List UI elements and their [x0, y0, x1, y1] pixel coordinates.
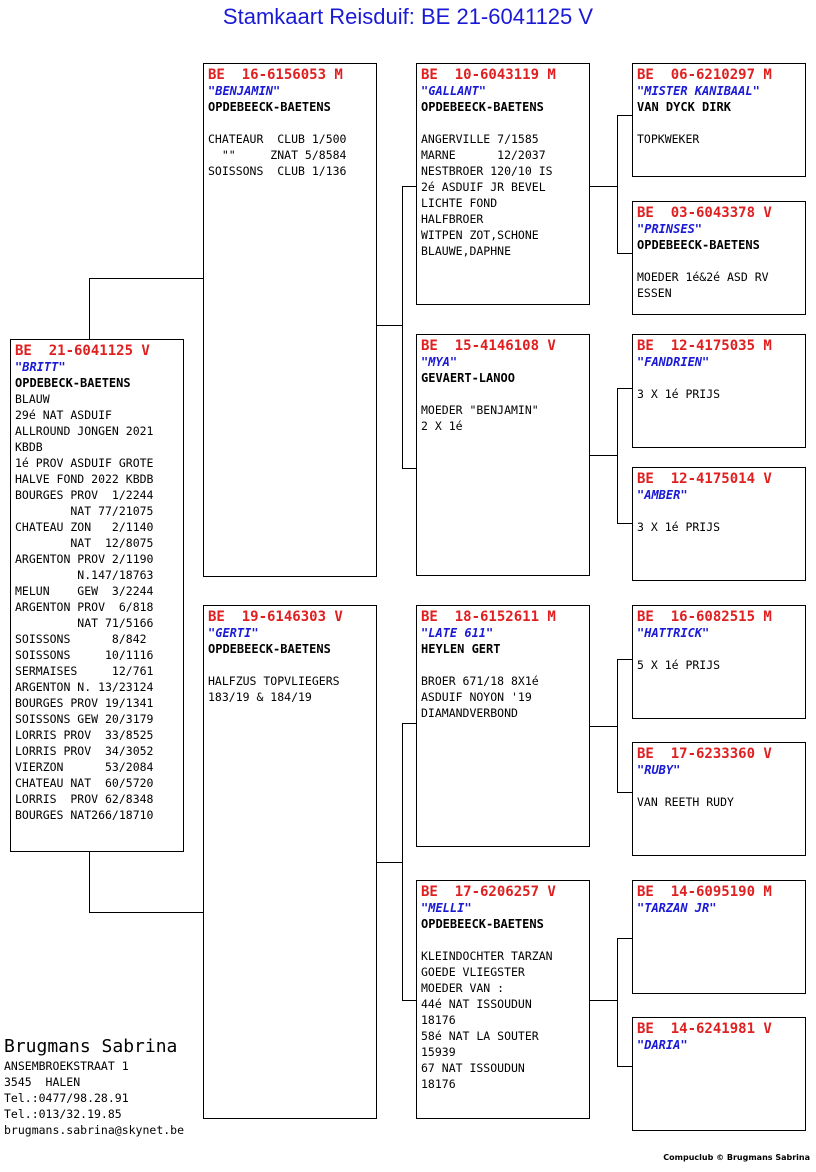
breeder-name: HEYLEN GERT	[421, 642, 501, 656]
info-line: 3 X 1é PRIJS	[637, 387, 721, 401]
connector-line	[617, 388, 632, 389]
info-line: 18176	[421, 1077, 456, 1091]
pigeon-name: "TARZAN JR"	[637, 901, 717, 915]
pigeon-card-subject	[10, 339, 184, 852]
connector-line	[89, 912, 204, 913]
breeder-name: OPDEBEECK-BAETENS	[421, 100, 544, 114]
info-line: BLAUWE,DAPHNE	[421, 244, 512, 258]
connector-line	[590, 186, 617, 187]
owner-contact	[4, 1036, 184, 1138]
pigeon-name: "BRITT"	[15, 360, 66, 374]
ring-number: BE 12-4175014 V	[637, 471, 772, 487]
info-line: SOISSONS 8/842	[15, 632, 147, 646]
info-line: CHATEAU ZON 2/1140	[15, 520, 154, 534]
breeder-name: GEVAERT-LANOO	[421, 371, 515, 385]
info-line: MOEDER "BENJAMIN"	[421, 403, 539, 417]
pigeon-name: "BENJAMIN"	[208, 84, 281, 98]
info-line: HALFZUS TOPVLIEGERS	[208, 674, 340, 688]
pigeon-card-dam-sire	[416, 605, 590, 847]
contact-email[interactable]: brugmans.sabrina@skynet.be	[4, 1123, 185, 1137]
connector-line	[617, 115, 618, 253]
info-line: LORRIS PROV 34/3052	[15, 744, 154, 758]
info-line: VAN REETH RUDY	[637, 795, 734, 809]
info-line: WITPEN ZOT,SCHONE	[421, 228, 539, 242]
pigeon-card-ggp-7	[632, 880, 806, 994]
info-line: LORRIS PROV 62/8348	[15, 792, 154, 806]
info-line: ARGENTON PROV 6/818	[15, 600, 154, 614]
pigeon-info	[637, 657, 801, 673]
contact-address: ANSEMBROEKSTRAAT 1	[4, 1059, 129, 1073]
info-line: SOISSONS 10/1116	[15, 648, 154, 662]
info-line: 67 NAT ISSOUDUN	[421, 1061, 525, 1075]
info-line: NAT 77/21075	[15, 504, 154, 518]
ring-number: BE 21-6041125 V	[15, 343, 150, 359]
info-line: N.147/18763	[15, 568, 154, 582]
info-line: 2 X 1é	[421, 419, 463, 433]
info-line: 29é NAT ASDUIF	[15, 408, 112, 422]
pigeon-info	[637, 794, 801, 810]
info-line: ARGENTON PROV 2/1190	[15, 552, 154, 566]
ring-number: BE 06-6210297 M	[637, 67, 772, 83]
connector-line	[402, 723, 416, 724]
connector-line	[617, 1066, 632, 1067]
info-line: KLEINDOCHTER TARZAN	[421, 949, 553, 963]
connector-line	[617, 115, 632, 116]
info-line: NAT 12/8075	[15, 536, 154, 550]
connector-line	[402, 186, 403, 468]
pigeon-name: "DARIA"	[637, 1038, 688, 1052]
pigeon-name: "LATE 611"	[421, 626, 494, 640]
pigeon-info	[421, 948, 585, 1092]
connector-line	[617, 938, 632, 939]
info-line: ANGERVILLE 7/1585	[421, 132, 539, 146]
ring-number: BE 10-6043119 M	[421, 67, 556, 83]
pigeon-info	[421, 131, 585, 259]
ring-number: BE 15-4146108 V	[421, 338, 556, 354]
connector-line	[377, 325, 402, 326]
pigeon-name: "GERTI"	[208, 626, 259, 640]
breeder-name: OPDEBEECK-BAETENS	[208, 100, 331, 114]
info-line: BOURGES NAT266/18710	[15, 808, 154, 822]
pigeon-info	[421, 673, 585, 721]
info-line: 58é NAT LA SOUTER	[421, 1029, 539, 1043]
ring-number: BE 16-6156053 M	[208, 67, 343, 83]
pigeon-info	[421, 402, 585, 434]
pigeon-info	[208, 131, 372, 179]
info-line: HALVE FOND 2022 KBDB	[15, 472, 154, 486]
pigeon-name: "GALLANT"	[421, 84, 487, 98]
pigeon-info	[637, 519, 801, 535]
pigeon-card-ggp-6	[632, 742, 806, 856]
info-line: CHATEAU NAT 60/5720	[15, 776, 154, 790]
info-line: 3 X 1é PRIJS	[637, 520, 721, 534]
connector-line	[402, 1000, 416, 1001]
breeder-name: OPDEBECK-BAETENS	[15, 376, 131, 390]
info-line: ALLROUND JONGEN 2021	[15, 424, 154, 438]
owner-name: Brugmans Sabrina	[4, 1036, 178, 1057]
pigeon-name: "RUBY"	[637, 763, 681, 777]
connector-line	[377, 862, 402, 863]
info-line: 2é ASDUIF JR BEVEL	[421, 180, 546, 194]
info-line: SOISSONS GEW 20/3179	[15, 712, 154, 726]
info-line: DIAMANDVERBOND	[421, 706, 518, 720]
info-line: CHATEAUR CLUB 1/500	[208, 132, 347, 146]
connector-line	[402, 723, 403, 1000]
connector-line	[617, 388, 618, 523]
pigeon-card-ggp-2	[632, 201, 806, 315]
pigeon-card-sire-dam	[416, 334, 590, 576]
info-line: MOEDER VAN :	[421, 981, 505, 995]
contact-phone: Tel.:013/32.19.85	[4, 1107, 122, 1121]
info-line: 44é NAT ISSOUDUN	[421, 997, 532, 1011]
connector-line	[617, 792, 632, 793]
info-line: TOPKWEKER	[637, 132, 700, 146]
pigeon-name: "MELLI"	[421, 901, 472, 915]
pigeon-card-ggp-1	[632, 63, 806, 177]
page-title: Stamkaart Reisduif: BE 21-6041125 V	[222, 4, 594, 29]
info-line: BLAUW	[15, 392, 50, 406]
pigeon-info	[637, 269, 801, 301]
info-line: BROER 671/18 8X1é	[421, 674, 539, 688]
connector-line	[89, 278, 204, 279]
info-line: MELUN GEW 3/2244	[15, 584, 154, 598]
ring-number: BE 14-6241981 V	[637, 1021, 772, 1037]
connector-line	[617, 659, 618, 792]
info-line: SOISSONS CLUB 1/136	[208, 164, 347, 178]
info-line: 18176	[421, 1013, 456, 1027]
ring-number: BE 16-6082515 M	[637, 609, 772, 625]
connector-line	[617, 938, 618, 1066]
pigeon-info	[208, 673, 372, 705]
info-line: HALFBROER	[421, 212, 484, 226]
pigeon-card-ggp-3	[632, 334, 806, 448]
info-line: NESTBROER 120/10 IS	[421, 164, 553, 178]
contact-phone: Tel.:0477/98.28.91	[4, 1091, 129, 1105]
info-line: 5 X 1é PRIJS	[637, 658, 721, 672]
connector-line	[617, 523, 632, 524]
info-line: 15939	[421, 1045, 456, 1059]
info-line: BOURGES PROV 19/1341	[15, 696, 154, 710]
pigeon-name: "MISTER KANIBAAL"	[637, 84, 760, 98]
pigeon-card-dam	[203, 605, 377, 1119]
pigeon-card-sire-sire	[416, 63, 590, 305]
info-line: BOURGES PROV 1/2244	[15, 488, 154, 502]
copyright-credit: Compuclub © Brugmans Sabrina	[663, 1153, 810, 1162]
connector-line	[402, 468, 416, 469]
info-line: VIERZON 53/2084	[15, 760, 154, 774]
pigeon-name: "MYA"	[421, 355, 458, 369]
connector-line	[590, 1000, 617, 1001]
ring-number: BE 19-6146303 V	[208, 609, 343, 625]
pigeon-info	[15, 391, 179, 823]
pigeon-name: "PRINSES"	[637, 222, 703, 236]
pigeon-card-ggp-5	[632, 605, 806, 719]
connector-line	[590, 455, 617, 456]
pigeon-name: "HATTRICK"	[637, 626, 710, 640]
pigeon-name: "FANDRIEN"	[637, 355, 710, 369]
ring-number: BE 03-6043378 V	[637, 205, 772, 221]
info-line: GOEDE VLIEGSTER	[421, 965, 525, 979]
breeder-name: VAN DYCK DIRK	[637, 100, 731, 114]
pigeon-info	[637, 386, 801, 402]
info-line: NAT 71/5166	[15, 616, 154, 630]
info-line: "" ZNAT 5/8584	[208, 148, 347, 162]
connector-line	[89, 852, 90, 912]
info-line: MARNE 12/2037	[421, 148, 546, 162]
info-line: 1é PROV ASDUIF GROTE	[15, 456, 154, 470]
info-line: LORRIS PROV 33/8525	[15, 728, 154, 742]
ring-number: BE 14-6095190 M	[637, 884, 772, 900]
info-line: LICHTE FOND	[421, 196, 498, 210]
info-line: 183/19 & 184/19	[208, 690, 312, 704]
connector-line	[590, 726, 617, 727]
pigeon-card-dam-dam	[416, 880, 590, 1119]
connector-line	[617, 253, 632, 254]
info-line: SERMAISES 12/761	[15, 664, 154, 678]
pigeon-card-ggp-8	[632, 1017, 806, 1131]
ring-number: BE 17-6206257 V	[421, 884, 556, 900]
info-line: ESSEN	[637, 286, 672, 300]
pigeon-card-ggp-4	[632, 467, 806, 581]
contact-city: 3545 HALEN	[4, 1075, 81, 1089]
breeder-name: OPDEBEECK-BAETENS	[637, 238, 760, 252]
ring-number: BE 18-6152611 M	[421, 609, 556, 625]
ring-number: BE 17-6233360 V	[637, 746, 772, 762]
connector-line	[617, 659, 632, 660]
info-line: ASDUIF NOYON '19	[421, 690, 532, 704]
breeder-name: OPDEBEECK-BAETENS	[421, 917, 544, 931]
pigeon-info	[637, 131, 801, 147]
info-line: MOEDER 1é&2é ASD RV	[637, 270, 769, 284]
connector-line	[402, 186, 416, 187]
pigeon-card-sire	[203, 63, 377, 577]
pigeon-name: "AMBER"	[637, 488, 688, 502]
connector-line	[89, 278, 90, 340]
info-line: KBDB	[15, 440, 43, 454]
ring-number: BE 12-4175035 M	[637, 338, 772, 354]
breeder-name: OPDEBEECK-BAETENS	[208, 642, 331, 656]
info-line: ARGENTON N. 13/23124	[15, 680, 154, 694]
